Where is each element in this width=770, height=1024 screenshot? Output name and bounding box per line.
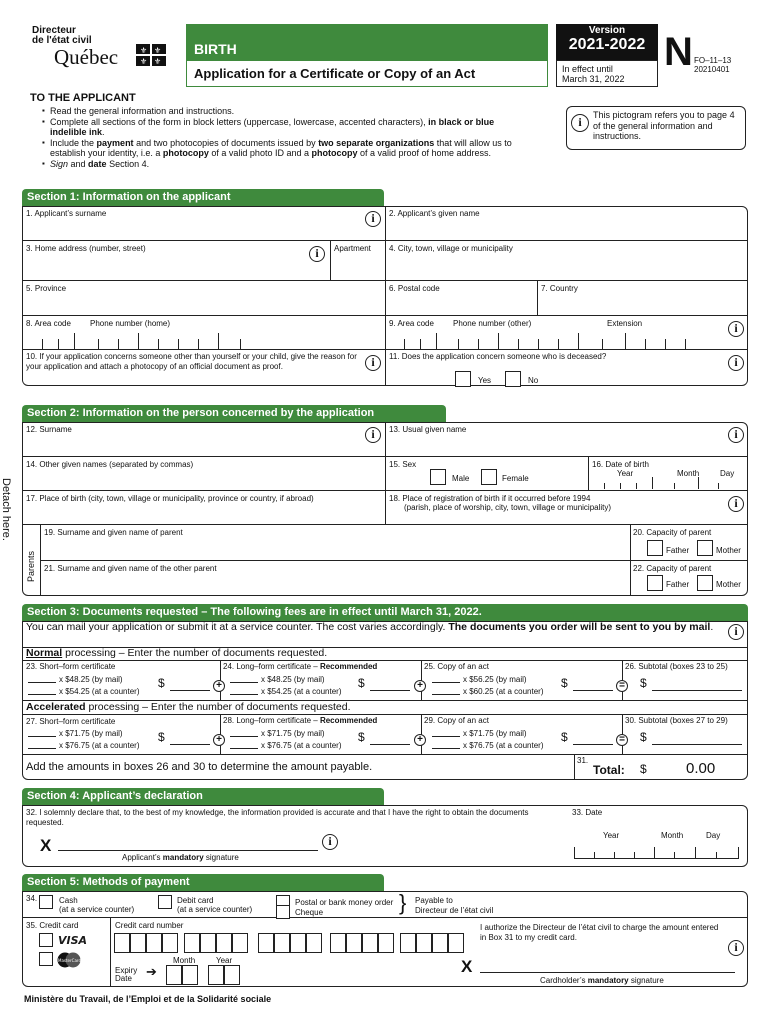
currency-symbol: $ bbox=[158, 730, 165, 744]
cardholder-signature-line[interactable] bbox=[480, 972, 735, 973]
deceased-yes-checkbox[interactable] bbox=[455, 371, 471, 387]
payable-to-label: Payable to bbox=[415, 896, 453, 905]
sex-male-checkbox[interactable] bbox=[430, 469, 446, 485]
field-14-label: 14. Other given names (separated by commas) bbox=[26, 460, 194, 469]
father-label: Father bbox=[666, 580, 690, 589]
debit-sublabel: (at a service counter) bbox=[177, 905, 253, 914]
field-12-label: 12. Surname bbox=[26, 425, 72, 434]
normal-processing-heading: Normal processing – Enter the number of documents requested. bbox=[26, 647, 328, 659]
version-box bbox=[556, 24, 658, 60]
qty-accel-long-mail-input[interactable] bbox=[230, 736, 258, 737]
amount-27-input[interactable] bbox=[170, 744, 210, 745]
rate-label: x $56.25 (by mail) bbox=[463, 675, 527, 684]
deceased-no-checkbox[interactable] bbox=[505, 371, 521, 387]
amount-25-input[interactable] bbox=[573, 690, 613, 691]
qty-accel-copy-counter-input[interactable] bbox=[432, 748, 460, 749]
field-30-label: 30. Subtotal (boxes 27 to 29) bbox=[625, 716, 728, 725]
cash-sublabel: (at a service counter) bbox=[59, 905, 135, 914]
info-icon[interactable]: i bbox=[365, 355, 381, 371]
form-title-box bbox=[186, 60, 548, 87]
applicant-signature-line[interactable] bbox=[58, 850, 318, 851]
payee-label: Directeur de l’état civil bbox=[415, 906, 494, 915]
s5-col-divider bbox=[110, 917, 111, 987]
form-letter: N bbox=[664, 30, 693, 74]
visa-logo: VISA bbox=[58, 934, 88, 947]
cardholder-signature-label: Cardholder’s mandatory signature bbox=[540, 976, 664, 985]
s5-divider bbox=[22, 917, 748, 918]
s2-col-divider bbox=[385, 422, 386, 524]
s3-divider bbox=[22, 660, 748, 661]
svg-text:⚜: ⚜ bbox=[154, 46, 162, 55]
field-34-label: 34. bbox=[26, 894, 38, 903]
cash-label: Cash bbox=[59, 896, 78, 905]
field-25-label: 25. Copy of an act bbox=[424, 662, 489, 671]
extension-label: Extension bbox=[607, 319, 643, 328]
instruction-4: ▪ Sign and date Section 4. bbox=[42, 159, 522, 170]
instruction-1: ▪ Read the general information and instructions. bbox=[42, 106, 522, 117]
info-icon[interactable]: i bbox=[365, 211, 381, 227]
day-label: Day bbox=[706, 831, 721, 840]
subtotal-30-input[interactable] bbox=[652, 744, 742, 745]
currency-symbol: $ bbox=[640, 762, 647, 776]
qty-copy-counter-input[interactable] bbox=[432, 694, 460, 695]
section3-title: Section 3: Documents requested – The following fees are in effect until March 31, 2022. bbox=[22, 604, 748, 621]
cheque-label: Cheque bbox=[295, 908, 324, 917]
section4-title: Section 4: Applicant’s declaration bbox=[22, 788, 384, 805]
subtotal-26-input[interactable] bbox=[652, 690, 742, 691]
signature-x-mark: X bbox=[40, 836, 52, 855]
info-icon[interactable]: i bbox=[322, 834, 338, 850]
currency-symbol: $ bbox=[640, 676, 647, 690]
s2-row-divider bbox=[22, 524, 748, 525]
qty-long-counter-input[interactable] bbox=[230, 694, 258, 695]
field-22-label: 22. Capacity of parent bbox=[633, 564, 712, 573]
parents-label: Parents bbox=[26, 550, 36, 582]
expiry-date-label: Date bbox=[115, 974, 132, 983]
male-label: Male bbox=[452, 474, 470, 483]
form-code-1: FO–11–13 bbox=[694, 56, 732, 65]
field-29-label: 29. Copy of an act bbox=[424, 716, 489, 725]
org-name bbox=[32, 26, 92, 46]
plus-icon: + bbox=[414, 734, 426, 746]
field-28-label: 28. Long–form certificate – Recommended bbox=[223, 716, 378, 725]
plus-icon: + bbox=[213, 680, 225, 692]
total-label: Total: bbox=[593, 763, 625, 777]
rate-label: x $71.75 (by mail) bbox=[463, 729, 527, 738]
parent1-mother-checkbox[interactable] bbox=[697, 540, 713, 556]
total-amount-field[interactable]: 0.00 bbox=[686, 760, 716, 777]
parent2-mother-checkbox[interactable] bbox=[697, 575, 713, 591]
version-label: Version bbox=[588, 25, 626, 36]
field-19-label: 19. Surname and given name of parent bbox=[44, 528, 183, 537]
qty-accel-short-mail-input[interactable] bbox=[28, 736, 56, 737]
sex-female-checkbox[interactable] bbox=[481, 469, 497, 485]
add-amounts-note: Add the amounts in boxes 26 and 30 to determine the amount payable. bbox=[26, 761, 373, 773]
logo-word: Québec bbox=[54, 45, 119, 69]
form-kind-banner bbox=[186, 24, 548, 60]
s2-col-divider bbox=[588, 456, 589, 490]
field-7-label: 7. Country bbox=[541, 284, 578, 293]
currency-symbol: $ bbox=[158, 676, 165, 690]
mother-label: Mother bbox=[716, 546, 741, 555]
effect-line-1: In effect until bbox=[562, 64, 613, 74]
field-31-label: 31. bbox=[577, 756, 589, 765]
detach-here-note: Detach here. bbox=[0, 478, 12, 541]
yes-label: Yes bbox=[478, 376, 492, 385]
plus-icon: + bbox=[414, 680, 426, 692]
mastercard-icon bbox=[56, 952, 82, 968]
s1-col-divider bbox=[385, 206, 386, 386]
info-icon[interactable]: i bbox=[728, 940, 744, 956]
amount-29-input[interactable] bbox=[573, 744, 613, 745]
field-1-label: 1. Applicant’s surname bbox=[26, 209, 107, 218]
qty-copy-mail-input[interactable] bbox=[432, 682, 460, 683]
form-title: Application for a Certificate or Copy of an Act bbox=[194, 66, 476, 81]
parent1-father-checkbox[interactable] bbox=[647, 540, 663, 556]
authorization-text: I authorize the Directeur de l’état civil to charge the amount entered in Box 31 to my credit card. bbox=[480, 923, 719, 942]
female-label: Female bbox=[502, 474, 529, 483]
s3-col-divider bbox=[574, 754, 575, 780]
phone-other-label: Phone number (other) bbox=[453, 319, 532, 328]
field-8-label: 8. Area code bbox=[26, 319, 71, 328]
field-4-label: 4. City, town, village or municipality bbox=[389, 244, 513, 253]
info-icon[interactable]: i bbox=[309, 246, 325, 262]
s2-col-divider bbox=[630, 524, 631, 596]
equals-icon: = bbox=[616, 734, 628, 746]
svg-text:MasterCard: MasterCard bbox=[58, 958, 82, 963]
signature-x-mark: X bbox=[461, 957, 473, 976]
year-label: Year bbox=[216, 956, 233, 965]
field-5-label: 5. Province bbox=[26, 284, 67, 293]
qty-accel-long-counter-input[interactable] bbox=[230, 748, 258, 749]
info-icon[interactable]: i bbox=[728, 321, 744, 337]
applicant-signature-label: Applicant’s mandatory signature bbox=[122, 853, 239, 862]
svg-text:⚜: ⚜ bbox=[140, 57, 148, 66]
year-label: Year bbox=[617, 469, 634, 478]
rate-label: x $71.75 (by mail) bbox=[59, 729, 123, 738]
section2-title: Section 2: Information on the person concerned by the application bbox=[22, 405, 446, 422]
currency-symbol: $ bbox=[561, 730, 568, 744]
day-label: Day bbox=[720, 469, 735, 478]
info-icon[interactable]: i bbox=[365, 427, 381, 443]
field-18-sublabel: (parish, place of worship, city, town, village or municipality) bbox=[404, 503, 612, 512]
field-3-label: 3. Home address (number, street) bbox=[26, 244, 146, 253]
info-icon[interactable]: i bbox=[728, 624, 744, 640]
field-35-label: 35. Credit card bbox=[26, 921, 79, 930]
field-18-label: 18. Place of registration of birth if it occurred before 1994 bbox=[389, 494, 591, 503]
pictogram-note-box bbox=[566, 106, 746, 150]
cash-checkbox[interactable] bbox=[39, 895, 53, 909]
field-24-label: 24. Long–form certificate – Recommended bbox=[223, 662, 378, 671]
cc-number-label: Credit card number bbox=[115, 921, 184, 930]
s1-col-divider bbox=[537, 280, 538, 315]
accelerated-processing-heading: Accelerated processing – Enter the number of documents requested. bbox=[26, 701, 351, 713]
s3-divider bbox=[22, 714, 748, 715]
fleur-de-lis-flag-icon bbox=[136, 44, 166, 66]
field-17-label: 17. Place of birth (city, town, village or municipality, province or country, if abroad) bbox=[26, 494, 314, 503]
qty-long-mail-input[interactable] bbox=[230, 682, 258, 683]
parent2-father-checkbox[interactable] bbox=[647, 575, 663, 591]
rate-label: x $48.25 (by mail) bbox=[261, 675, 325, 684]
rate-label: x $54.25 (at a counter) bbox=[59, 687, 140, 696]
rate-label: x $76.75 (at a counter) bbox=[463, 741, 544, 750]
amount-24-input[interactable] bbox=[370, 690, 410, 691]
svg-text:⚜: ⚜ bbox=[154, 57, 162, 66]
no-label: No bbox=[528, 376, 539, 385]
field-33-label: 33. Date bbox=[572, 808, 603, 817]
info-icon[interactable]: i bbox=[728, 496, 744, 512]
field-21-label: 21. Surname and given name of the other parent bbox=[44, 564, 217, 573]
cheque-checkbox[interactable] bbox=[276, 905, 290, 919]
section5-title: Section 5: Methods of payment bbox=[22, 874, 384, 891]
org-line-1: Directeur bbox=[32, 25, 76, 36]
field-10-label: 10. If your application concerns someone other than yourself or your child, give the reason for your application and attach a photocopy of an official document as proof. bbox=[26, 352, 357, 371]
qty-short-mail-input[interactable] bbox=[28, 682, 56, 683]
field-26-label: 26. Subtotal (boxes 23 to 25) bbox=[625, 662, 728, 671]
instruction-3: ▪ Include the payment and two photocopies of documents issued by two separate organizations that will allow us to establish your identity, i.e. a photocopy of a valid photo ID and a photocopy of a valid proof of home address. bbox=[42, 138, 522, 159]
section1-title: Section 1: Information on the applicant bbox=[22, 189, 384, 206]
form-code-2: 20210401 bbox=[694, 65, 730, 74]
s3-divider bbox=[22, 754, 748, 755]
version-years: 2021-2022 bbox=[568, 36, 646, 53]
s2-row-divider bbox=[40, 560, 748, 561]
field-20-label: 20. Capacity of parent bbox=[633, 528, 712, 537]
apartment-label: Apartment bbox=[334, 244, 371, 253]
rate-label: x $60.25 (at a counter) bbox=[463, 687, 544, 696]
effect-box bbox=[556, 60, 658, 87]
s1-col-divider bbox=[330, 240, 331, 280]
currency-symbol: $ bbox=[640, 730, 647, 744]
month-label: Month bbox=[173, 956, 196, 965]
field-9-label: 9. Area code bbox=[389, 319, 434, 328]
debit-label: Debit card bbox=[177, 896, 214, 905]
org-line-2: de l'état civil bbox=[32, 35, 92, 46]
qty-accel-copy-mail-input[interactable] bbox=[432, 736, 460, 737]
info-icon: i bbox=[571, 114, 589, 132]
field-2-label: 2. Applicant’s given name bbox=[389, 209, 480, 218]
postal-order-label: Postal or bank money order bbox=[295, 898, 394, 907]
instructions-heading: TO THE APPLICANT bbox=[30, 92, 136, 104]
instruction-2: ▪ Complete all sections of the form in block letters (uppercase, lowercase, accented characters), in black or blue indelible ink. bbox=[42, 117, 522, 138]
s2-col-divider bbox=[40, 524, 41, 596]
arrow-right-icon: ➔ bbox=[146, 964, 157, 979]
brace-icon: } bbox=[399, 890, 407, 915]
field-13-label: 13. Usual given name bbox=[389, 425, 467, 434]
rate-label: x $54.25 (at a counter) bbox=[261, 687, 342, 696]
visa-checkbox[interactable] bbox=[39, 933, 53, 947]
pictogram-note: This pictogram refers you to page 4 of the general information and instructions. bbox=[593, 110, 735, 141]
qty-short-counter-input[interactable] bbox=[28, 694, 56, 695]
form-code bbox=[694, 56, 731, 74]
info-icon[interactable]: i bbox=[728, 355, 744, 371]
form-kind: BIRTH bbox=[194, 41, 237, 57]
mother-label: Mother bbox=[716, 580, 741, 589]
father-label: Father bbox=[666, 546, 690, 555]
debit-checkbox[interactable] bbox=[158, 895, 172, 909]
phone-home-label: Phone number (home) bbox=[90, 319, 171, 328]
effect-line-2: March 31, 2022 bbox=[562, 74, 625, 84]
month-label: Month bbox=[661, 831, 684, 840]
month-label: Month bbox=[677, 469, 700, 478]
amount-28-input[interactable] bbox=[370, 744, 410, 745]
quebec-logo bbox=[54, 46, 118, 68]
field-6-label: 6. Postal code bbox=[389, 284, 440, 293]
equals-icon: = bbox=[616, 680, 628, 692]
year-label: Year bbox=[603, 831, 620, 840]
section3-intro: You can mail your application or submit it at a service counter. The cost varies accordingly. The documents you order will be sent to you by mail. bbox=[26, 621, 714, 633]
rate-label: x $71.75 (by mail) bbox=[261, 729, 325, 738]
currency-symbol: $ bbox=[358, 676, 365, 690]
currency-symbol: $ bbox=[358, 730, 365, 744]
rate-label: x $76.75 (at a counter) bbox=[59, 741, 140, 750]
field-15-label: 15. Sex bbox=[389, 460, 417, 469]
rate-label: x $48.25 (by mail) bbox=[59, 675, 123, 684]
instructions-list bbox=[42, 106, 522, 169]
mastercard-checkbox[interactable] bbox=[39, 952, 53, 966]
ministry-footer: Ministère du Travail, de l’Emploi et de la Solidarité sociale bbox=[24, 994, 272, 1004]
info-icon[interactable]: i bbox=[728, 427, 744, 443]
field-11-label: 11. Does the application concern someone who is deceased? bbox=[389, 352, 607, 361]
rate-label: x $76.75 (at a counter) bbox=[261, 741, 342, 750]
field-23-label: 23. Short–form certificate bbox=[26, 662, 116, 671]
field-16-label: 16. Date of birth bbox=[592, 460, 649, 469]
amount-23-input[interactable] bbox=[170, 690, 210, 691]
qty-accel-short-counter-input[interactable] bbox=[28, 748, 56, 749]
field-27-label: 27. Short–form certificate bbox=[26, 717, 116, 726]
field-32-label: 32. I solemnly declare that, to the best of my knowledge, the information provided is accurate and that I have the right to obtain the documents requested. bbox=[26, 808, 529, 827]
currency-symbol: $ bbox=[561, 676, 568, 690]
expiry-label: Expiry bbox=[115, 966, 138, 975]
svg-text:⚜: ⚜ bbox=[140, 46, 148, 55]
plus-icon: + bbox=[213, 734, 225, 746]
